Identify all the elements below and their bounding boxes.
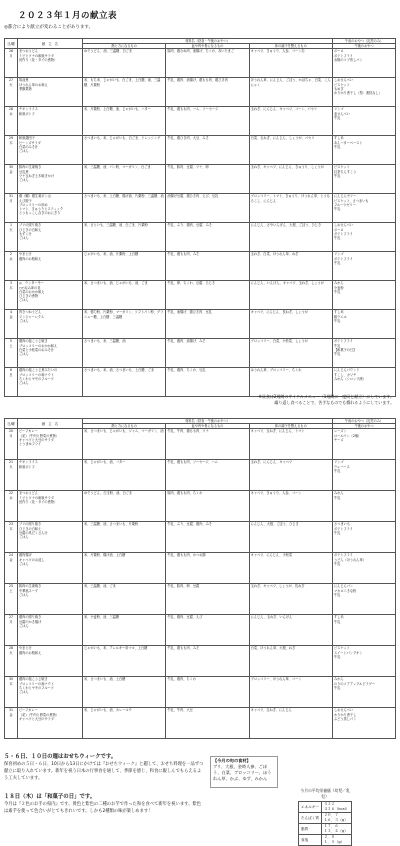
protein-cell: 牛乳、鶏肉、油揚げ、鶏もも肉、鶏ひき肉 [166, 78, 249, 107]
snack-cell: ビスケット スイートパンプキン 牛乳 [333, 646, 396, 677]
osechi-heading: ５・６日、１０日の週はおせちウィークです。 [4, 754, 117, 760]
menu-row [5, 522, 396, 553]
col-ingredients: 材料名（昼食・午後のおやつ） [83, 419, 333, 424]
date-cell: 21 火 [5, 460, 18, 491]
energy-cell: さつまいも、米、三温糖、油 [83, 339, 166, 368]
vitamin-cell: キャベツ、にんじん、小松菜 [249, 553, 332, 584]
vitamin-cell: 玉ねぎ、にんじん、キャベツ、コーン、パセリ [249, 107, 332, 136]
col-energy: 熱と力になるもの [83, 44, 166, 49]
nutrition-row [299, 802, 352, 813]
protein-cell: 牛乳、鶏もも肉、ハム、ソーセージ [166, 107, 249, 136]
vitamin-cell: 玉ねぎ、キャベツ、にんじん、きゅうり、しょうが [249, 165, 332, 194]
vitamin-cell: 玉ねぎ、キャベツ、しょうが、長ねぎ [249, 584, 332, 615]
date-cell: 31 月 [5, 194, 18, 223]
col-vitamins: 体の調子を整えるもの [249, 44, 332, 49]
menu-row [5, 194, 396, 223]
energy-cell: ゆでうどん、油、三温糖、白ごま [83, 49, 166, 78]
dish-cell: やまと汁 鶏肉のお粕和え [18, 646, 83, 677]
vitamin-cell: にんじん、さやいんげん、大根、ごぼう、ひじき [249, 223, 332, 252]
date-cell: 30 木 [5, 677, 18, 708]
osechi-text: 保育初めの５日・６日、10日から13日にかけては『おせちウィーク』と題して、おせち料理を一品ずつ献立に取り入れています。新年を祝う日本の行事食を通して、季節を感じ、和食に親しんでもらえるよう工夫しています。 [4, 762, 204, 781]
energy-cell: 米、三温糖、油、ごま [83, 584, 166, 615]
vitamin-cell: キャベツ、にんじん、長ねぎ、しょうが [249, 310, 332, 339]
snack-cell: ボーロ ポテトフライ 水無のコブ巻しパン [333, 49, 396, 78]
menu-row [5, 677, 396, 708]
dish-cell: 筑前煮 ほうれん草のお和え 季節果物 [18, 78, 83, 107]
nutrition-label: エネルギー [299, 802, 322, 813]
energy-cell: 米、強力粉、片栗粉、マーガリン、ソフトパン粉、グラニュー糖、上白糖、三温糖 [83, 310, 166, 339]
date-cell: 27 火 [5, 78, 18, 107]
nutrition-value: ２．０ １．５（g） [321, 835, 351, 846]
menu-row [5, 252, 396, 281]
snack-cell: リンゴ ウェハース 牛乳 [333, 460, 396, 491]
menu-row [5, 708, 396, 739]
footnote-cycle: ※昼食は2週間のサイクルメニュー（1週間に一度同じ献立）にしています。 [258, 394, 394, 399]
snack-cell: にんじんパウンド すこし、カワチ みかん（シロップ漬） [333, 368, 396, 397]
dish-cell: 鶏肉揚げ キャベツのお浸し ごはん [18, 553, 83, 584]
snack-cell: しおせんべい かりかり煮干し ぶどう蒸しパン [333, 708, 396, 739]
vitamin-cell: にんじん、玉ねぎ、いんげん [249, 615, 332, 646]
protein-cell: 牛乳、鶏ひき肉、大豆、みそ [166, 136, 249, 165]
protein-cell: 牛乳、卵、ちくわ、豆腐、ひじき [166, 281, 249, 310]
dish-cell: ブリの照り焼き ひじきの白和え もずく汁 ごはん [18, 223, 83, 252]
dish-cell: 豚肉の生姜焼き 中華風スープ ごはん [18, 584, 83, 615]
energy-cell: 米、じゃがいも、油、バター [83, 460, 166, 491]
dish-cell: ブリの照り焼き ひじきの白和え 豆腐の具だくさん汁 ごはん [18, 522, 83, 553]
energy-cell: 米、もち米、じゃがいも、白ごま、上白糖、油、三温糖、片栗粉 [83, 78, 166, 107]
date-cell: 25 土 [5, 584, 18, 615]
energy-cell: 米、小麦粉、油、三温糖 [83, 615, 166, 646]
date-cell: 26 月 [5, 49, 18, 78]
energy-cell: さつまいも、米、油、さつまいも、上白糖、ごま [83, 368, 166, 397]
protein-cell: 油揚げ豆腐、鶏ひき肉、えび、豆乳 [166, 194, 249, 223]
menu-table-2 [4, 418, 396, 739]
snack-cell: にんじんパン マカロニきな粉 牛乳 [333, 584, 396, 615]
protein-cell: 牛乳、豚肉、豆腐、ツナ、卵 [166, 165, 249, 194]
nutrition-label: たんぱく質 [299, 813, 322, 824]
energy-cell: 米、片栗粉、揚げ油、上白糖 [83, 553, 166, 584]
energy-cell: じゃがいも、米、アレルギー用マヨ、上白糖 [83, 646, 166, 677]
vitamin-cell: 白菜、ほうれん草、大根、ねぎ [249, 646, 332, 677]
date-cell: 24 金 [5, 553, 18, 584]
protein-cell: 牛乳、鶏もも肉、みそ [166, 646, 249, 677]
energy-cell: ゆでうどん、白玉粉、油、白ごま [83, 491, 166, 522]
col-vitamins: 体の調子を整えるもの [249, 424, 332, 429]
vitamin-cell: にんじん、大根、ごぼう、ひじき [249, 522, 332, 553]
menu-row [5, 584, 396, 615]
dish-cell: 肉きつねうどん ジンジャーレクス ごはん [18, 310, 83, 339]
menu-row [5, 646, 396, 677]
col-ingredients: 材料名（昼食・午後のおやつ） [83, 39, 333, 44]
seasonal-box [210, 756, 278, 788]
snack-cell: ポテトフライ 牛乳 【和菓子の日】 牛乳 [333, 339, 396, 368]
date-cell: 5 土 [5, 339, 18, 368]
menu-row [5, 223, 396, 252]
col-snack-am: 午前のおやつ（乳児のみ） [333, 419, 396, 424]
snack-cell: すし米 粗ウエル 牛乳 [333, 310, 396, 339]
seasonal-items: ブリ、大根、金時人参、ごぼう、白菜、ブロッコリー、ほうれん草、かぶ、ゆず、みかん [213, 764, 272, 781]
dish-cell: ビーフカレー （花）（牛肉と野菜の煮物） キャベツと大豆のサラダ [18, 708, 83, 739]
date-cell: 1 火 [5, 223, 18, 252]
protein-cell: 牛乳、鶏肉、油揚げ、みそ [166, 339, 249, 368]
nutrition-value: ２０．７ １６．３（g） [321, 813, 351, 824]
menu-row [5, 615, 396, 646]
notice: ◎都合により献立が変わることがあります。 [4, 25, 94, 30]
snack-cell: リンゴ ポテトフライ 牛乳 [333, 252, 396, 281]
dish-cell: ビーフカレー （花）（牛肉と野菜の煮物） キャベツと大豆のサラダ とうまゆフライ [18, 429, 83, 460]
snack-cell: みかん 小麦粉 牛乳 [333, 281, 396, 310]
protein-cell: 牛乳、鶏もも肉、かつお節 [166, 553, 249, 584]
nutrition-row [299, 824, 352, 835]
date-cell: 27 月 [5, 615, 18, 646]
menu-row [5, 310, 396, 339]
protein-cell: 牛乳、ぶり、豆腐、鶏肉、みそ [166, 522, 249, 553]
dish-cell: 鶏肉の塩こうじ煮みたいの ブロッコリーの和ナウト ちくわとヤモのフルーツ ごはん [18, 368, 83, 397]
col-protein: 血や肉や骨になるもの [166, 424, 249, 429]
menu-row [5, 136, 396, 165]
snack-cell: にんじんゼリー ビスケット、さつまいも フルーツゼリー 牛乳 [333, 194, 396, 223]
energy-cell: じゃがいも、米、油、片栗粉、上白糖 [83, 252, 166, 281]
energy-cell: 米、さといも、三温糖、油、白ごま、片栗粉 [83, 223, 166, 252]
protein-cell: 牛乳、豚肉、卵、豆腐 [166, 584, 249, 615]
energy-cell: 米、さつまいも、油、上白糖 [83, 677, 166, 708]
energy-cell: 米、三温糖、油、さつまいも、片栗粉 [83, 522, 166, 553]
date-cell: 20 月 [5, 429, 18, 460]
nutrition-value: ５３２ ４２６（kcal） [321, 802, 351, 813]
menu-row [5, 460, 396, 491]
protein-cell: 牛乳、牛肉、鶏もも肉、ツナ [166, 429, 249, 460]
protein-cell: 牛乳、鶏肉、ちくわ、豆乳 [166, 368, 249, 397]
protein-cell: 牛乳、油揚げ、鶏ひき肉、豆乳 [166, 310, 249, 339]
col-energy: 熱と力になるもの [83, 424, 166, 429]
date-cell: 3 木 [5, 281, 18, 310]
date-cell: 23 木 [5, 522, 18, 553]
vitamin-cell: 玉ねぎ、にんじん、キャベツ [249, 460, 332, 491]
vitamin-cell: キャベツ、きゅうり、人参、コーン [249, 491, 332, 522]
date-cell: 28 火 [5, 646, 18, 677]
snack-cell: みかん のりのコアアップルピラゲー 牛乳 [333, 677, 396, 708]
dish-cell: 鶏肉の塩こうじ焼き ブロッコリーの和ナウト ちくわとヤモのフルーツ ごはん [18, 677, 83, 708]
dish-cell: 鶏（鰯）鶏生姜ポン山 えび餃子 ブロッコリーの炒め トマト、きゅうりとスティック とうもっこし含ぎのおにぎり [18, 194, 83, 223]
energy-cell: 米、じゃがいも、油、カレールウ [83, 708, 166, 739]
menu-row [5, 107, 396, 136]
date-cell: 2 水 [5, 252, 18, 281]
vitamin-cell: キャベツ、玉ねぎ、にんじん [249, 708, 332, 739]
dish-cell: 和風鶏団子 ビーンズサラダ 白菜のみそ汁 ごはん [18, 136, 83, 165]
energy-cell: 米、さつまいも、油、じゃがいも、油、ごま [83, 281, 166, 310]
date-cell: 29 木 [5, 136, 18, 165]
snack-cell: さつまいも ポテトフライ 牛乳 [333, 522, 396, 553]
snack-cell: みかん 牛乳 [333, 491, 396, 522]
dish-cell: 豚肉の生姜焼き 豆乳煮 ツナ玉ねぎ土木焼きかけ ごはん [18, 165, 83, 194]
date-cell: 31 金 [5, 708, 18, 739]
col-protein: 血や肉や骨になるもの [166, 44, 249, 49]
col-date: 日/曜 [5, 419, 18, 429]
protein-cell: 豚肉、鶏むね肉、油揚げ、ちくわ、赤いたまご [166, 49, 249, 78]
vitamin-cell: 白菜、玉ねぎ、にんじん、しょうが、パセリ [249, 136, 332, 165]
snack-cell: ビスケット 紅茶ちんすこう 牛乳 [333, 165, 396, 194]
protein-cell: 牛乳、鶏肉、豆腐、えび [166, 615, 249, 646]
nutrition-row [299, 813, 352, 824]
nutrition-label: 食塩 [299, 835, 322, 846]
footnote-repeat: 繰り返し食べることで、苦手なものでも慣れるようにしています。 [274, 400, 394, 405]
col-dish: 献 立 名 [18, 419, 83, 429]
snack-cell: すし米 牛乳 [333, 615, 396, 646]
menu-row [5, 281, 396, 310]
menu-table-1 [4, 38, 396, 397]
wagashi-heading: １８日（木）は「和菓子の日」です。 [4, 794, 96, 800]
menu-row [5, 165, 396, 194]
menu-row [5, 368, 396, 397]
protein-cell: 牛乳、鶏もも肉、みそ [166, 252, 249, 281]
date-cell: 4 金 [5, 310, 18, 339]
nutrition-row [299, 835, 352, 846]
col-date: 日/曜 [5, 39, 18, 49]
seasonal-heading: 【今月の旬の食材】 [213, 758, 251, 763]
vitamin-cell: キャベツ、玉ねぎ、にんじん、トマト [249, 429, 332, 460]
snack-cell: しおせんべい ボーロ ポテトフライ 牛乳 [333, 223, 396, 252]
dish-cell: 鶏肉の照り焼き 豆腐のかき揚げ ごはん [18, 615, 83, 646]
protein-cell: 牛乳、鶏肉、ちくわ [166, 677, 249, 708]
date-cell: 30 金 [5, 165, 18, 194]
menu-row [5, 491, 396, 522]
snack-cell: すし米 あんバターペースト 牛乳 [333, 136, 396, 165]
col-snack-pm: 午後のおやつ [333, 44, 396, 49]
wagashi-text: 今月は『２色のお手の県内』です。黄色と紫色の二種のお芋で作った和を食べて新年を祝います。紫色は素芋を使って色合いがとてもきれいです。しかも2種類の味が楽しめます！ [4, 802, 201, 814]
energy-cell: さつまいも、米、上白糖、揚げ油、片栗粉、三温糖、油 [83, 194, 166, 223]
col-snack-am: 午前のおやつ（乳児のみ） [333, 39, 396, 44]
menu-row [5, 78, 396, 107]
date-cell: 28 水 [5, 107, 18, 136]
dish-cell: ◎ ウンターモー ○○なみ卯の花 白菜のおかか和え ひじきの煮物 ごはん [18, 281, 83, 310]
vitamin-cell: にんじん、いんげん、キャベツ、玉ねぎ、しょうが [249, 281, 332, 310]
col-snack-pm: 午後のおやつ [333, 424, 396, 429]
dish-cell: まつおうどん ミビとツナの和風サラダ 田作り（花・タイの煮物） [18, 491, 83, 522]
snack-cell: ポテトフライ うどん（ほうれん草） 牛乳 [333, 553, 396, 584]
date-cell: 6 日 [5, 368, 18, 397]
menu-row [5, 339, 396, 368]
page-title: ２０２３年１月の献立表 [18, 11, 118, 21]
protein-cell: 牛乳、牛肉、大豆 [166, 708, 249, 739]
dish-cell: 鶏肉の塩こうじ焼き ブロッコリーのおかか和え 白菜と小松菜のおみそ汁 ごはん [18, 339, 83, 368]
dish-cell: まつおうどん ミビとツナの和風サラダ 田作り（花・タイの煮物） [18, 49, 83, 78]
nutrition-caption: 今月の平均栄養価（幼児／乳児） [300, 788, 350, 799]
protein-cell: 豚肉、鶏もも肉、ちくわ [166, 491, 249, 522]
snack-cell: しおせんべい ビスケット もめぎ かりかり煮干し（型：連枝なし） [333, 78, 396, 107]
vitamin-cell: ブロッコリー、ほうれん草、コーン [249, 677, 332, 708]
vitamin-cell: キャベツ、きゅうり、人参、コーン缶 [249, 49, 332, 78]
dish-cell: チキンライス 和風ポトフ [18, 460, 83, 491]
energy-cell: 米、片栗粉、上白糖、油、じゃがいも、バター [83, 107, 166, 136]
vitamin-cell: はうれん草、ブロッコリー、ちくわ [249, 368, 332, 397]
dish-cell: チキンライス 和風ポトフ [18, 107, 83, 136]
energy-cell: 米、三温糖、油、パン粉、マーガリン、白ごま [83, 165, 166, 194]
menu-row [5, 429, 396, 460]
nutrition-value: １７．６ １３．４（g） [321, 824, 351, 835]
protein-cell: 牛乳、鶏もも肉、ソーセージ、ハム [166, 460, 249, 491]
col-dish: 献 立 名 [18, 39, 83, 49]
date-cell: 22 水 [5, 491, 18, 522]
vitamin-cell: ほうれん草、にんじん、ごぼう、かぼちゃ、白菜、こんにゃく [249, 78, 332, 107]
vitamin-cell: ブロッコリー、白菜、小松菜、しょうが [249, 339, 332, 368]
vitamin-cell: 玉ねぎ、白菜、ほうれん草、ねぎ [249, 252, 332, 281]
menu-row [5, 49, 396, 78]
snack-cell: リンゴ 麦せんべい 牛乳 [333, 107, 396, 136]
energy-cell: さつまいも、米、じゃがいも、白ごま、ドレッシング [83, 136, 166, 165]
menu-row [5, 553, 396, 584]
nutrition-table [298, 788, 352, 846]
protein-cell: 牛乳、ぶり、鶏肉、豆腐、みそ [166, 223, 249, 252]
energy-cell: 米、さつまいも、じゃがいも、ジャム、マーガリン、油 [83, 429, 166, 460]
vitamin-cell: ブロッコリー、トマト、きゅうり、ほうれん草、とうもろこし、にんじん [249, 194, 332, 223]
snack-cell: レーズン ロールパン（2個） チーズ [333, 429, 396, 460]
nutrition-label: 脂質 [299, 824, 322, 835]
dish-cell: やまと汁 鶏肉のお粕和え [18, 252, 83, 281]
